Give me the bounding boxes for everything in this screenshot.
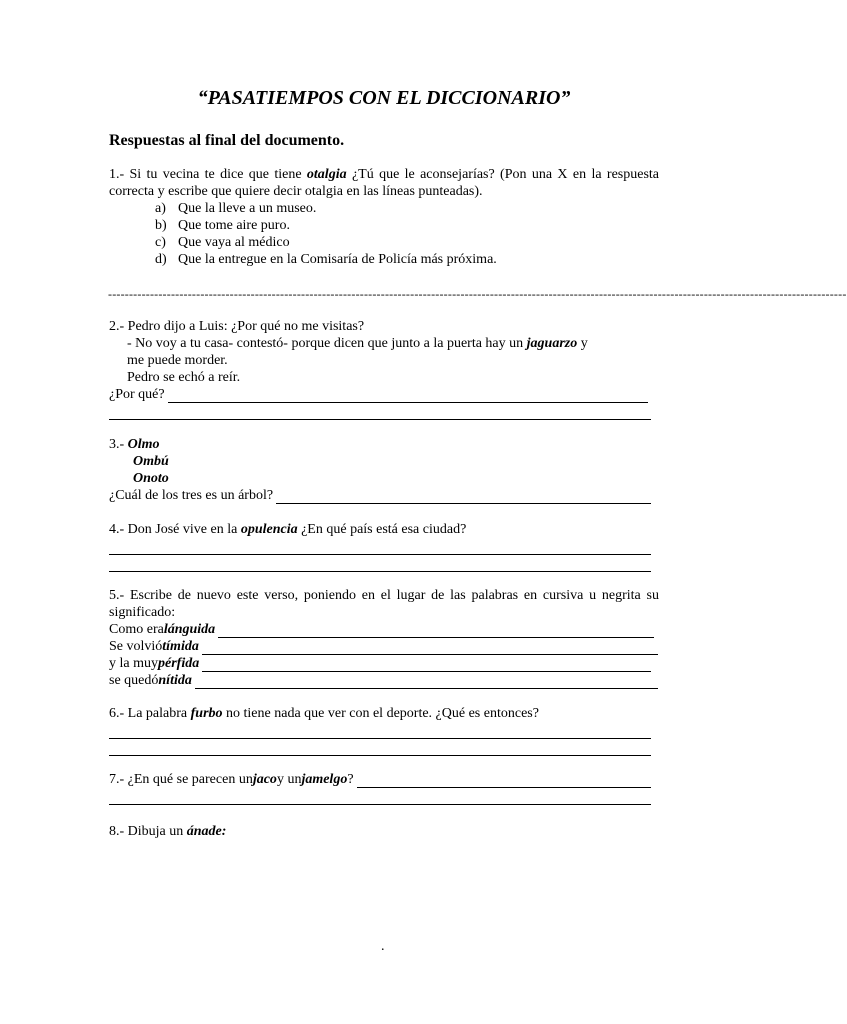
q5-line-1: Como era lánguida <box>109 621 654 638</box>
q1-option-b[interactable]: b) Que tome aire puro. <box>155 218 290 233</box>
q4-text: 4.- Don José vive en la opulencia ¿En qué país está esa ciudad? <box>109 522 467 537</box>
q8-drawing-area[interactable] <box>109 845 659 935</box>
q3-line-1: 3.- Olmo <box>109 437 160 452</box>
q5-answer-line-3[interactable] <box>202 658 651 672</box>
q1-text-post: ¿Tú que le aconsejarías? (Pon una X en la respuesta correcta y escribe que quiere decir otalgia en las líneas punteadas). <box>109 167 659 199</box>
q2-line-1: 2.- Pedro dijo a Luis: ¿Por qué no me visitas? <box>109 319 365 334</box>
q5-line-4: se quedó nítida <box>109 672 658 689</box>
q3-word-onoto: Onoto <box>133 471 169 486</box>
q6-keyword: furbo <box>190 706 223 721</box>
answers-note: Respuestas al final del documento. <box>109 132 345 149</box>
q6-text: 6.- La palabra furbo no tiene nada que ver con el deporte. ¿Qué es entonces? <box>109 706 539 721</box>
q1-dotted-answer-line[interactable]: -------------------------------------------------------------------------------------------------------------------------------------------------------------------------------- <box>108 287 847 301</box>
page-title: “PASATIEMPOS CON EL DICCIONARIO” <box>197 87 571 109</box>
q5-line-2: Se volvió tímida <box>109 638 658 655</box>
question-8: 8.- Dibuja un ánade: <box>109 824 227 839</box>
q5-intro: 5.- Escribe de nuevo este verso, poniendo en el lugar de las palabras en cursiva u negrita su significado: <box>109 588 659 620</box>
q4-answer-line-1[interactable] <box>109 538 651 555</box>
q3-answer-row: ¿Cuál de los tres es un árbol? <box>109 487 651 504</box>
q2-keyword: jaguarzo <box>526 336 578 351</box>
q7-answer-line[interactable] <box>357 774 651 788</box>
q6-answer-line-1[interactable] <box>109 722 651 739</box>
q8-keyword: ánade: <box>186 824 227 839</box>
q7-keyword-jaco: jaco <box>252 772 277 787</box>
q2-line-2: - No voy a tu casa- contestó- porque dicen que junto a la puerta hay un jaguarzo y <box>127 336 588 351</box>
q1-options <box>109 200 659 268</box>
q2-line-4: Pedro se echó a reír. <box>127 370 241 385</box>
q4-answer-line-2[interactable] <box>109 555 651 572</box>
q5-line-3: y la muy pérfida <box>109 655 651 672</box>
question-6 <box>109 705 659 756</box>
question-7 <box>109 771 659 805</box>
q3-answer-line[interactable] <box>276 490 651 504</box>
q7-answer-line-2[interactable] <box>109 788 651 805</box>
q1-option-d[interactable]: d) Que la entregue en la Comisaría de Policía más próxima. <box>155 252 497 267</box>
q6-answer-line-2[interactable] <box>109 739 651 756</box>
question-1 <box>109 166 659 200</box>
q1-keyword: otalgia <box>306 167 347 182</box>
q5-answer-line-1[interactable] <box>218 624 654 638</box>
question-3 <box>109 436 659 504</box>
question-5 <box>109 587 659 689</box>
q7-keyword-jamelgo: jamelgo <box>301 772 348 787</box>
question-2 <box>109 318 659 420</box>
q3-word-ombu: Ombú <box>133 454 169 469</box>
q4-keyword: opulencia <box>240 522 298 537</box>
q7-answer-row: 7.- ¿En qué se parecen un jaco y un jamelgo ? <box>109 771 651 788</box>
q2-answer-row: ¿Por qué? <box>109 386 648 403</box>
q5-answer-line-4[interactable] <box>195 675 658 689</box>
q1-text-pre: 1.- Si tu vecina te dice que tiene <box>109 167 307 182</box>
q2-answer-line-2[interactable] <box>109 403 651 420</box>
footer-dot: . <box>381 939 385 954</box>
q1-option-a[interactable]: a) Que la lleve a un museo. <box>155 201 317 216</box>
question-4 <box>109 521 659 572</box>
q3-word-olmo: Olmo <box>127 437 160 452</box>
q1-option-c[interactable]: c) Que vaya al médico <box>155 235 290 250</box>
q2-line-3: me puede morder. <box>127 353 228 368</box>
q2-answer-line[interactable] <box>168 389 648 403</box>
q5-answer-line-2[interactable] <box>202 641 658 655</box>
